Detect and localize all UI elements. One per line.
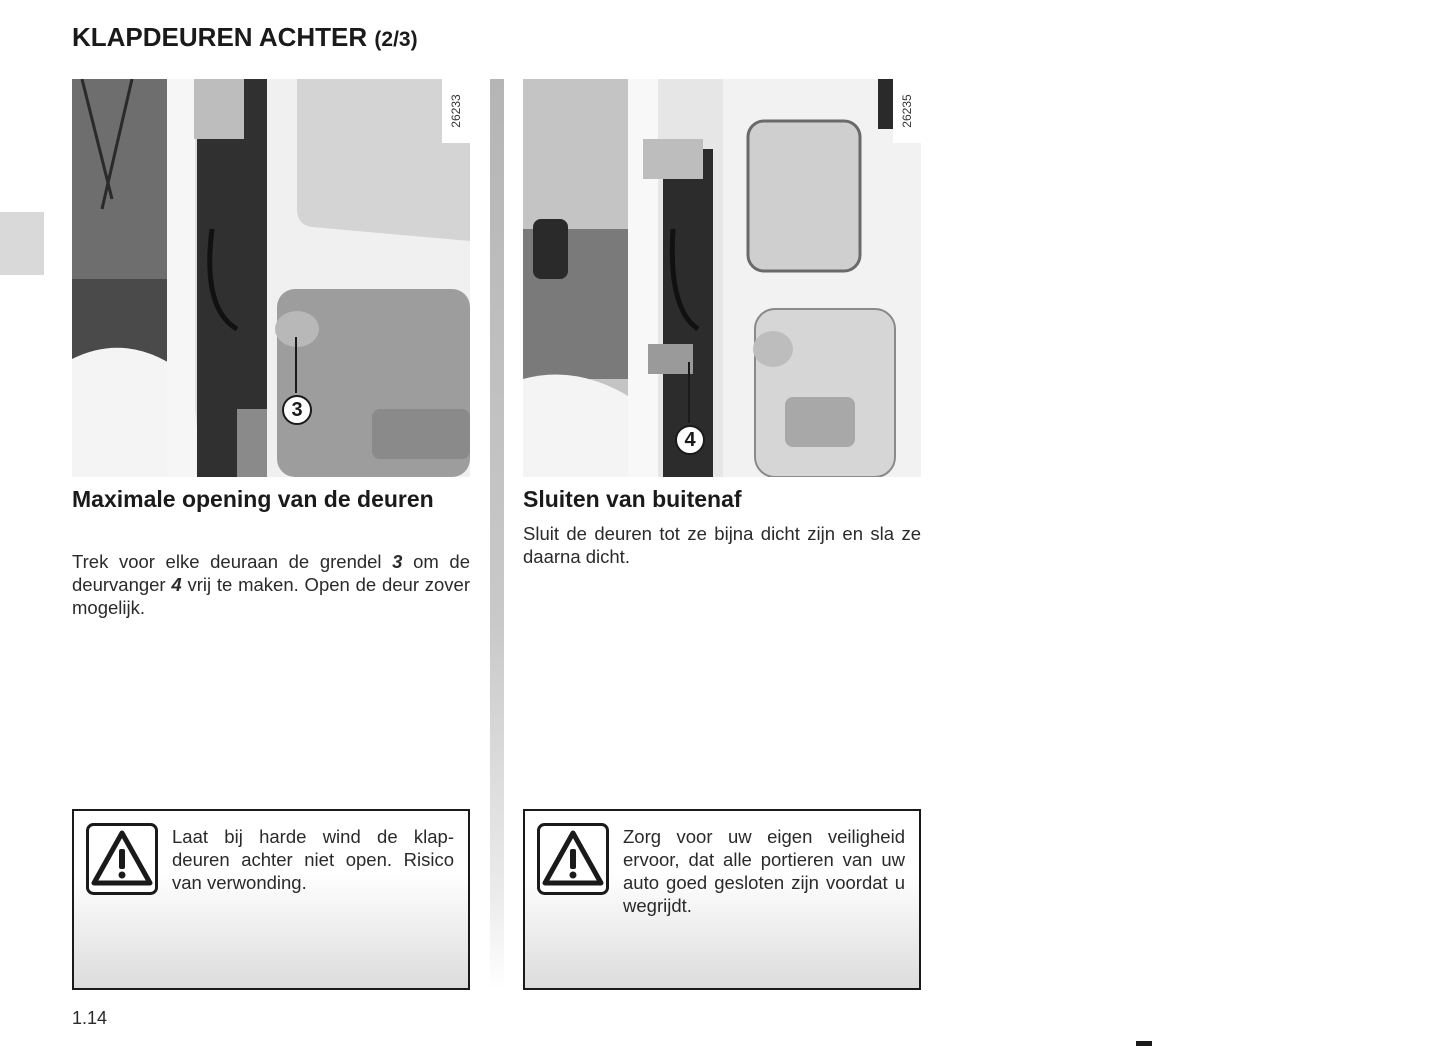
body-max-opening [72,550,470,619]
page-title-suffix: (2/3) [374,28,418,51]
warning-triangle-icon [86,823,158,895]
warning-text-wind: Laat bij harde wind de klap-deuren achter niet open. Risico van verwonding. [172,826,454,893]
page-title-main: KLAPDEUREN ACHTER [72,22,368,52]
callout-line [688,362,690,423]
photo-code: 26235 [900,94,914,128]
page-title [72,22,418,53]
photo-door-latch [72,79,470,477]
ref-latch-3: 3 [392,551,403,572]
body-text-part: Trek voor elke deuraan de grendel [72,551,393,572]
warning-text-safety: Zorg voor uw eigen veiligheid ervoor, dat alle portieren van uw auto goed gesloten zijn voordat u wegrijdt. [623,826,905,916]
callout-3: 3 [282,395,312,425]
chapter-tab [0,212,44,275]
warning-box-wind [72,809,470,990]
body-text-part: om de deurvanger [72,551,470,595]
photo-door-latch-drawing [72,79,470,477]
heading-max-opening: Maximale opening van de deuren [72,486,434,512]
warning-box-safety [523,809,921,990]
body-text-part: vrij te maken. Open de deur zover mogelijk. [72,574,471,618]
photo-code: 26233 [449,94,463,128]
photo-door-closing-drawing [523,79,921,477]
body-closing-outside: Sluit de deuren tot ze bijna dicht zijn en sla ze daarna dicht. [523,523,921,567]
photo-code-box [893,79,921,143]
page-number: 1.14 [72,1008,108,1028]
ref-catch-4: 4 [171,574,182,595]
photo-door-closing [523,79,921,477]
column-divider [490,79,504,989]
heading-closing-outside: Sluiten van buitenaf [523,486,742,512]
photo-code-box [442,79,470,143]
callout-4: 4 [675,425,705,455]
callout-line [295,337,297,393]
end-mark [1136,1041,1152,1046]
warning-triangle-icon [537,823,609,895]
